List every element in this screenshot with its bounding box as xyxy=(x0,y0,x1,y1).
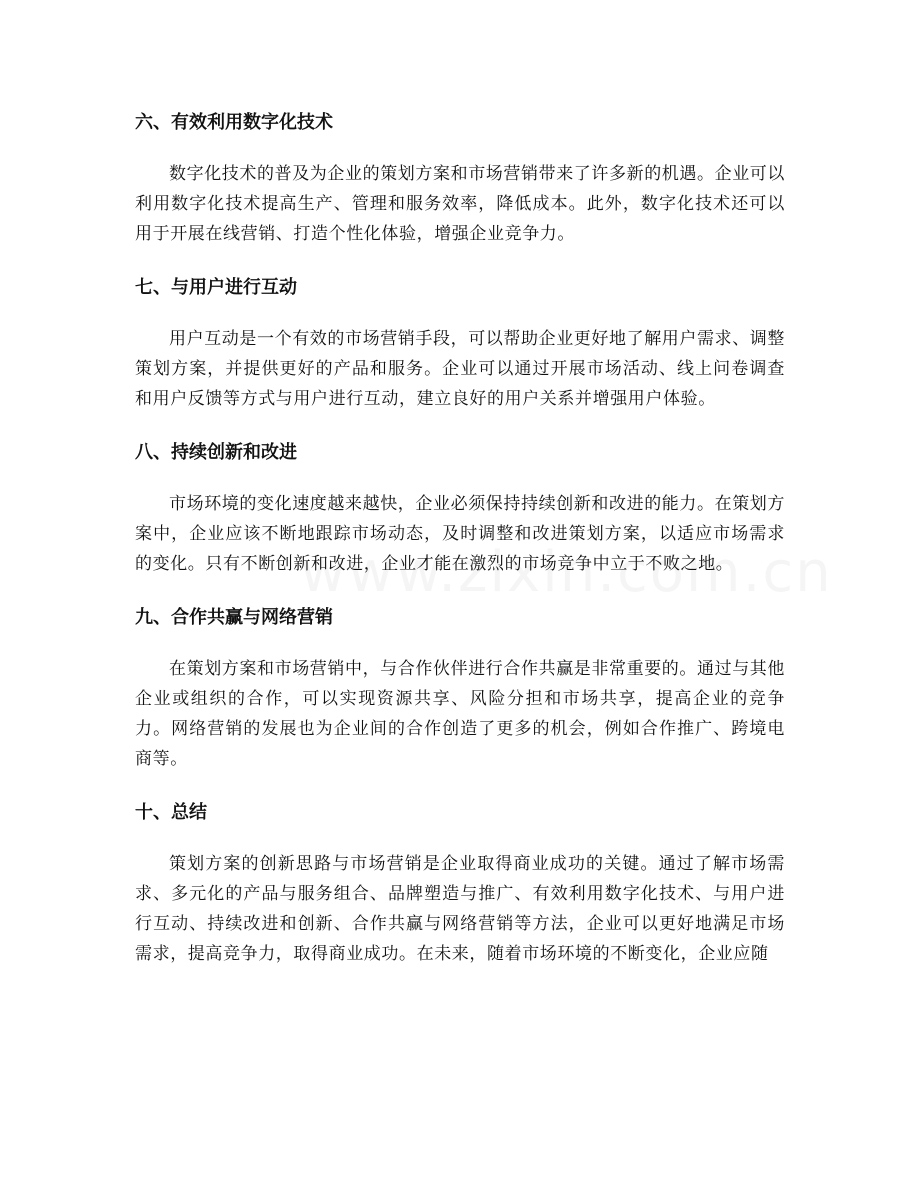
section-body-7: 用户互动是一个有效的市场营销手段，可以帮助企业更好地了解用户需求、调整策划方案，并提供更好的产品和服务。企业可以通过开展市场活动、线上问卷调查和用户反馈等方式与用户进行互动，建立良好的用户关系并增强用户体验。 xyxy=(135,329,785,409)
section-heading-7: 七、与用户进行互动 xyxy=(135,277,297,298)
section-heading-10: 十、总结 xyxy=(135,802,207,823)
section-heading-6: 六、有效利用数字化技术 xyxy=(135,112,333,133)
section-body-8: 市场环境的变化速度越来越快，企业必须保持持续创新和改进的能力。在策划方案中，企业应该不断地跟踪市场动态，及时调整和改进策划方案，以适应市场需求的变化。只有不断创新和改进，企业才能在激烈的市场竞争中立于不败之地。 xyxy=(135,494,785,574)
section-body-10: 策划方案的创新思路与市场营销是企业取得商业成功的关键。通过了解市场需求、多元化的产品与服务组合、品牌塑造与推广、有效利用数字化技术、与用户进行互动、持续改进和创新、合作共赢与网络营销等方法，企业可以更好地满足市场需求，提高竞争力，取得商业成功。在未来，随着市场环境的不断变化，企业应随 xyxy=(135,854,785,964)
document-content xyxy=(135,105,785,990)
section-heading-8: 八、持续创新和改进 xyxy=(135,442,297,463)
section-body-9: 在策划方案和市场营销中，与合作伙伴进行合作共赢是非常重要的。通过与其他企业或组织的合作，可以实现资源共享、风险分担和市场共享，提高企业的竞争力。网络营销的发展也为企业间的合作创造了更多的机会，例如合作推广、跨境电商等。 xyxy=(135,659,785,769)
section-heading-9: 九、合作共赢与网络营销 xyxy=(135,607,333,628)
section-body-6: 数字化技术的普及为企业的策划方案和市场营销带来了许多新的机遇。企业可以利用数字化技术提高生产、管理和服务效率，降低成本。此外，数字化技术还可以用于开展在线营销、打造个性化体验，增强企业竞争力。 xyxy=(135,164,785,244)
